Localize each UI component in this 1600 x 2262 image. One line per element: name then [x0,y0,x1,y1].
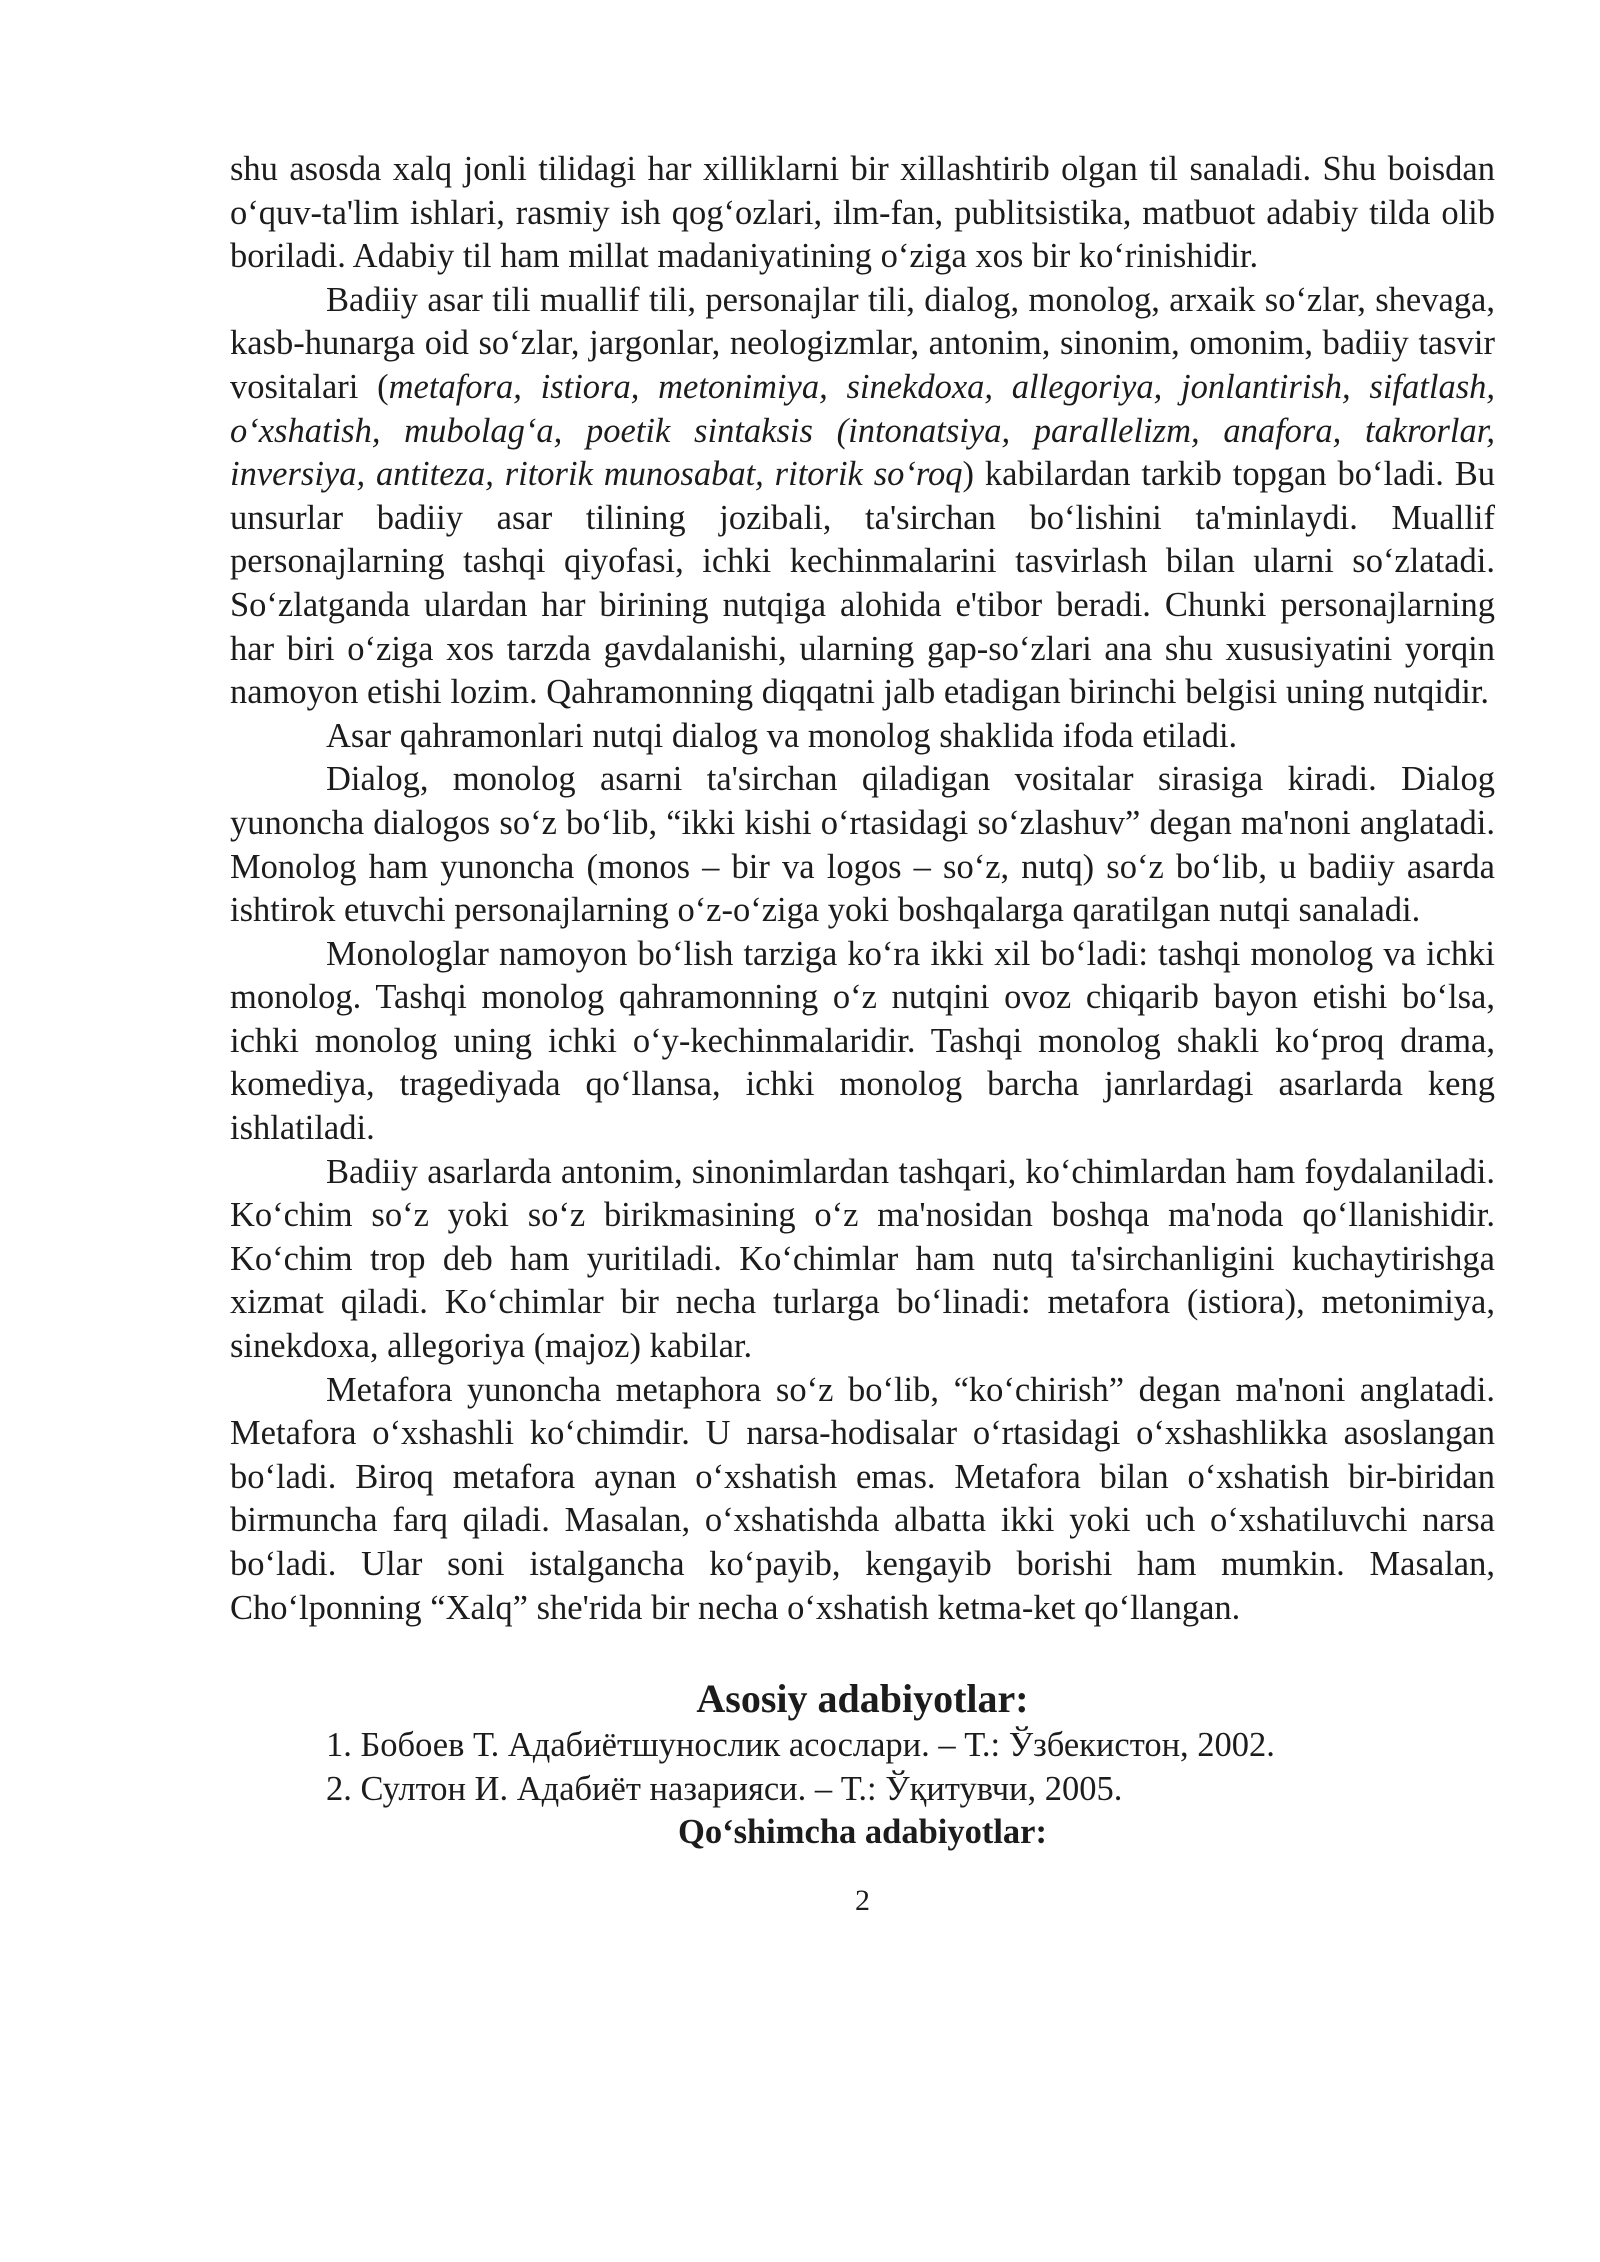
paragraph-6: Badiiy asarlarda antonim, sinonimlardan tashqari, ko‘chimlardan ham foydalaniladi. Ko‘chim so‘z yoki so‘z birikmasining o‘z ma'nosidan boshqa ma'noda qo‘llanishidir. Ko‘chim trop deb ham yuritiladi. Ko‘chimlar ham nutq ta'sirchanligini kuchaytirishga xizmat qiladi. Ko‘chimlar bir necha turlarga bo‘linadi: metafora (istiora), metonimiya, sinekdoxa, allegoriya (majoz) kabilar. [230,1152,1495,1366]
paragraph-2-start: Badiiy asar tili muallif tili, personajlar tili, dialog, monolog, arxaik so‘zlar, shevaga, kasb-hunarga oid so‘zlar, jargonlar, neologizmlar, antonim, sinonim, omonim, badiiy tasvir vositalari ( [230,280,1495,406]
paragraph-5: Monologlar namoyon bo‘lish tarziga ko‘ra ikki xil bo‘ladi: tashqi monolog va ichki monolog. Tashqi monolog qahramonning o‘z nutqini ovoz chiqarib bayon etishi bo‘lsa, ichki monolog uning ichki o‘y-kechinmalaridir. Tashqi monolog shakli ko‘proq drama, komediya, tragediyada qo‘llansa, ichki monolog barcha janrlardagi asarlarda keng ishlatiladi. [230,934,1495,1148]
paragraph-7: Metafora yunoncha metaphora so‘z bo‘lib, “ko‘chirish” degan ma'noni anglatadi. Metafora o‘xshashli ko‘chimdir. U narsa-hodisalar o‘rtasidagi o‘xshashlikka asoslangan bo‘ladi. Biroq metafora aynan o‘xshatish emas. Metafora bilan o‘xshatish bir-biridan birmuncha farq qiladi. Masalan, o‘xshatishda albatta ikki yoki uch o‘xshatiluvchi narsa bo‘ladi. Ular soni istalgancha ko‘payib, kengayib borishi ham mumkin. Masalan, Cho‘lponning “Xalq” she'rida bir necha o‘xshatish ketma-ket qo‘llangan. [230,1370,1495,1627]
paragraph-1: shu asosda xalq jonli tilidagi har xilliklarni bir xillashtirib olgan til sanaladi. Shu boisdan o‘quv-ta'lim ishlari, rasmiy ish qog‘ozlari, ilm-fan, publitsistika, matbuot adabiy tilda olib boriladi. Adabiy til ham millat madaniyatining o‘ziga xos bir ko‘rinishidir. [230,150,1495,276]
paragraph-3: Asar qahramonlari nutqi dialog va monolog shaklida ifoda etiladi. [326,716,1238,755]
paragraph-4: Dialog, monolog asarni ta'sirchan qiladigan vositalar sirasiga kiradi. Dialog yunoncha dialogos so‘z bo‘lib, “ikki kishi o‘rtasidagi so‘zlashuv” degan ma'noni anglatadi. Monolog ham yunoncha (monos – bir va logos – so‘z, nutq) so‘z bo‘lib, u badiiy asarda ishtirok etuvchi personajlarning o‘z-o‘ziga yoki boshqalarga qaratilgan nutqi sanaladi. [230,760,1495,930]
additional-references-heading: Qo‘shimcha adabiyotlar: [678,1813,1047,1852]
paragraph-2-italic: metafora, istiora, metonimiya, sinekdoxa, allegoriya, jonlantirish, sifatlash, o‘xshatish, mubolag‘a, poetik sintaksis (intonatsiya, parallelizm, anafora, takrorlar, inversiya, antiteza, ritorik munosabat, ritorik so‘roq [230,367,1495,494]
page-number: 2 [855,1883,870,1917]
paragraph-2 [230,279,1495,715]
reference-item: 1. Бобоев Т. Адабиётшунослик асослари. – Т.: Ўзбекистон, 2002. [326,1726,1275,1765]
paragraph-2-end: ) kabilardan tarkib topgan bo‘ladi. Bu unsurlar badiiy asar tilining jozibali, ta'sirchan bo‘lishini ta'minlaydi. Muallif personajlarning tashqi qiyofasi, ichki kechinmalarini tasvirlash bilan ularni so‘zlatadi. So‘zlatganda ulardan har birining nutqiga alohida e'tibor beradi. Chunki personajlarning har biri o‘ziga xos tarzda gavdalanishi, ularning gap-so‘zlari ana shu xususiyatini yorqin namoyon etishi lozim. Qahramonning diqqatni jalb etadigan birinchi belgisi uning nutqidir. [230,455,1495,712]
reference-item: 2. Султон И. Адабиёт назарияси. – Т.: Ўқитувчи, 2005. [326,1769,1123,1808]
document-page [230,148,1495,1923]
main-references-heading: Asosiy adabiyotlar: [696,1676,1029,1722]
